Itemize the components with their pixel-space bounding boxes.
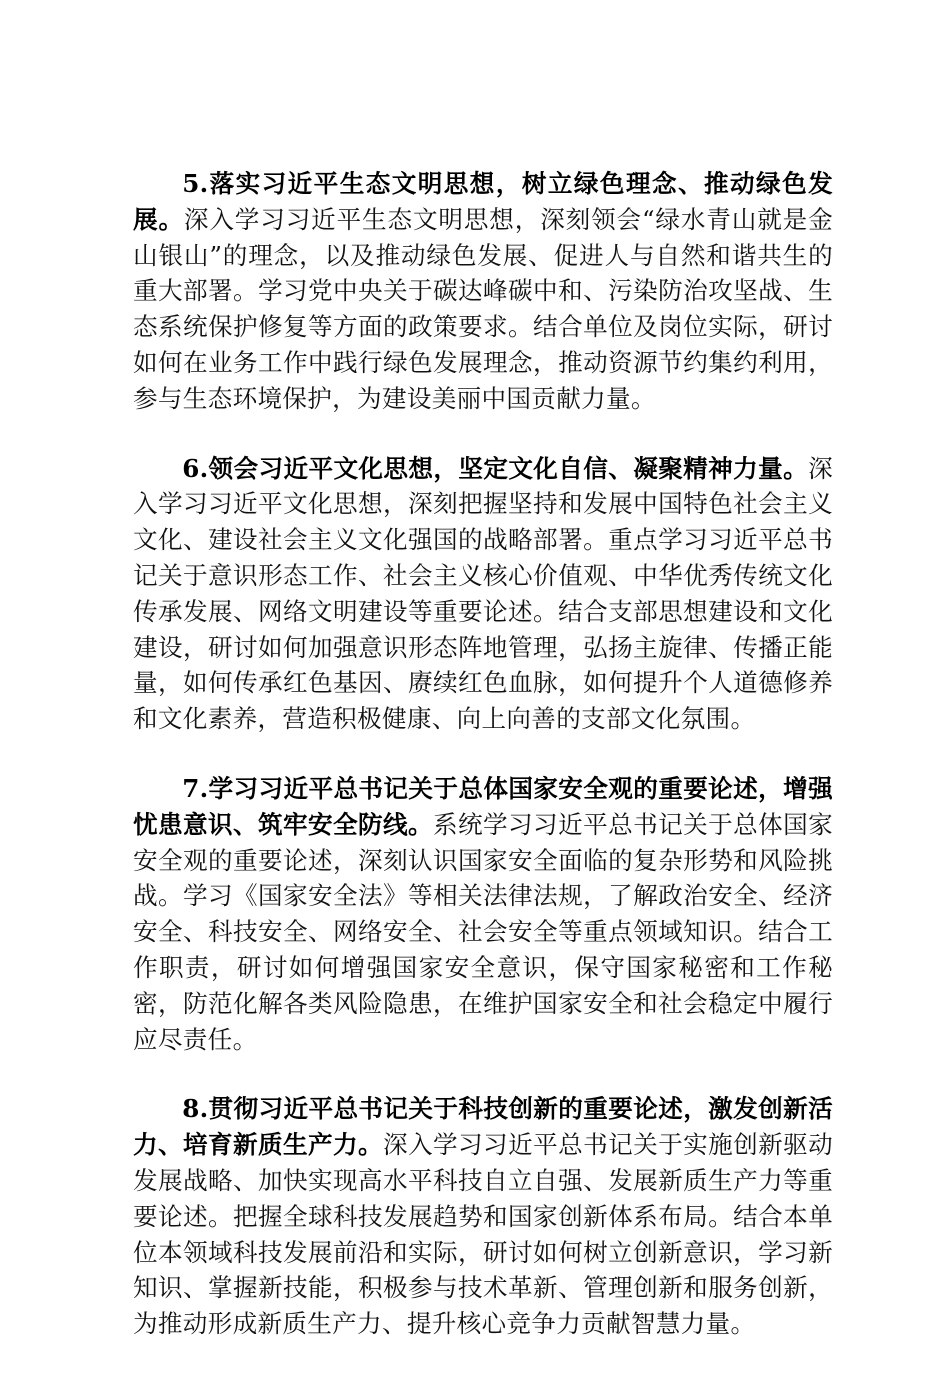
paragraph-body: 系统学习习近平总书记关于总体国家安全观的重要论述，深刻认识国家安全面临的复杂形势和风险挑战。学习《国家安全法》等相关法律法规，了解政治安全、经济安全、科技安全、网络安全、社会安全等重点领域知识。结合工作职责，研讨如何增强国家安全意识，保守国家秘密和工作秘密，防范化解各类风险隐患，在维护国家安全和社会稳定中履行应尽责任。 [133,809,833,1054]
document-page [133,166,833,1376]
paragraph-heading: 8.贯彻习近平总书记关于科技创新的重要论述，激发创新活力、培育新质生产力。 [133,1094,833,1160]
paragraph-item-7 [133,771,833,1057]
paragraph-item-6 [133,451,833,737]
paragraph-heading: 5.落实习近平生态文明思想，树立绿色理念、推动绿色发展。 [133,169,833,234]
paragraph-body: 深入学习习近平文化思想，深刻把握坚持和发展中国特色社会主义文化、建设社会主义文化强国的战略部署。重点学习习近平总书记关于意识形态工作、社会主义核心价值观、中华优秀传统文化传承发展、网络文明建设等重要论述。结合支部思想建设和文化建设，研讨如何加强意识形态阵地管理，弘扬主旋律、传播正能量，如何传承红色基因、赓续红色血脉，如何提升个人道德修养和文化素养，营造积极健康、向上向善的支部文化氛围。 [133,453,833,734]
paragraph-body: 深入学习习近平生态文明思想，深刻领会“绿水青山就是金山银山”的理念，以及推动绿色发展、促进人与自然和谐共生的重大部署。学习党中央关于碳达峰碳中和、污染防治攻坚战、生态系统保护修复等方面的政策要求。结合单位及岗位实际，研讨如何在业务工作中践行绿色发展理念，推动资源节约集约利用，参与生态环境保护，为建设美丽中国贡献力量。 [133,204,833,413]
paragraph-heading: 6.领会习近平文化思想，坚定文化自信、凝聚精神力量。 [182,453,809,483]
paragraph-item-8 [133,1091,833,1342]
paragraph-item-5 [133,166,833,417]
paragraph-body: 深入学习习近平总书记关于实施创新驱动发展战略、加快实现高水平科技自立自强、发展新质生产力等重要论述。把握全球科技发展趋势和国家创新体系布局。结合本单位本领域科技发展前沿和实际，研讨如何树立创新意识，学习新知识、掌握新技能，积极参与技术革新、管理创新和服务创新，为推动形成新质生产力、提升核心竞争力贡献智慧力量。 [133,1130,833,1339]
paragraph-heading: 7.学习习近平总书记关于总体国家安全观的重要论述，增强忧患意识、筑牢安全防线。 [133,773,833,839]
